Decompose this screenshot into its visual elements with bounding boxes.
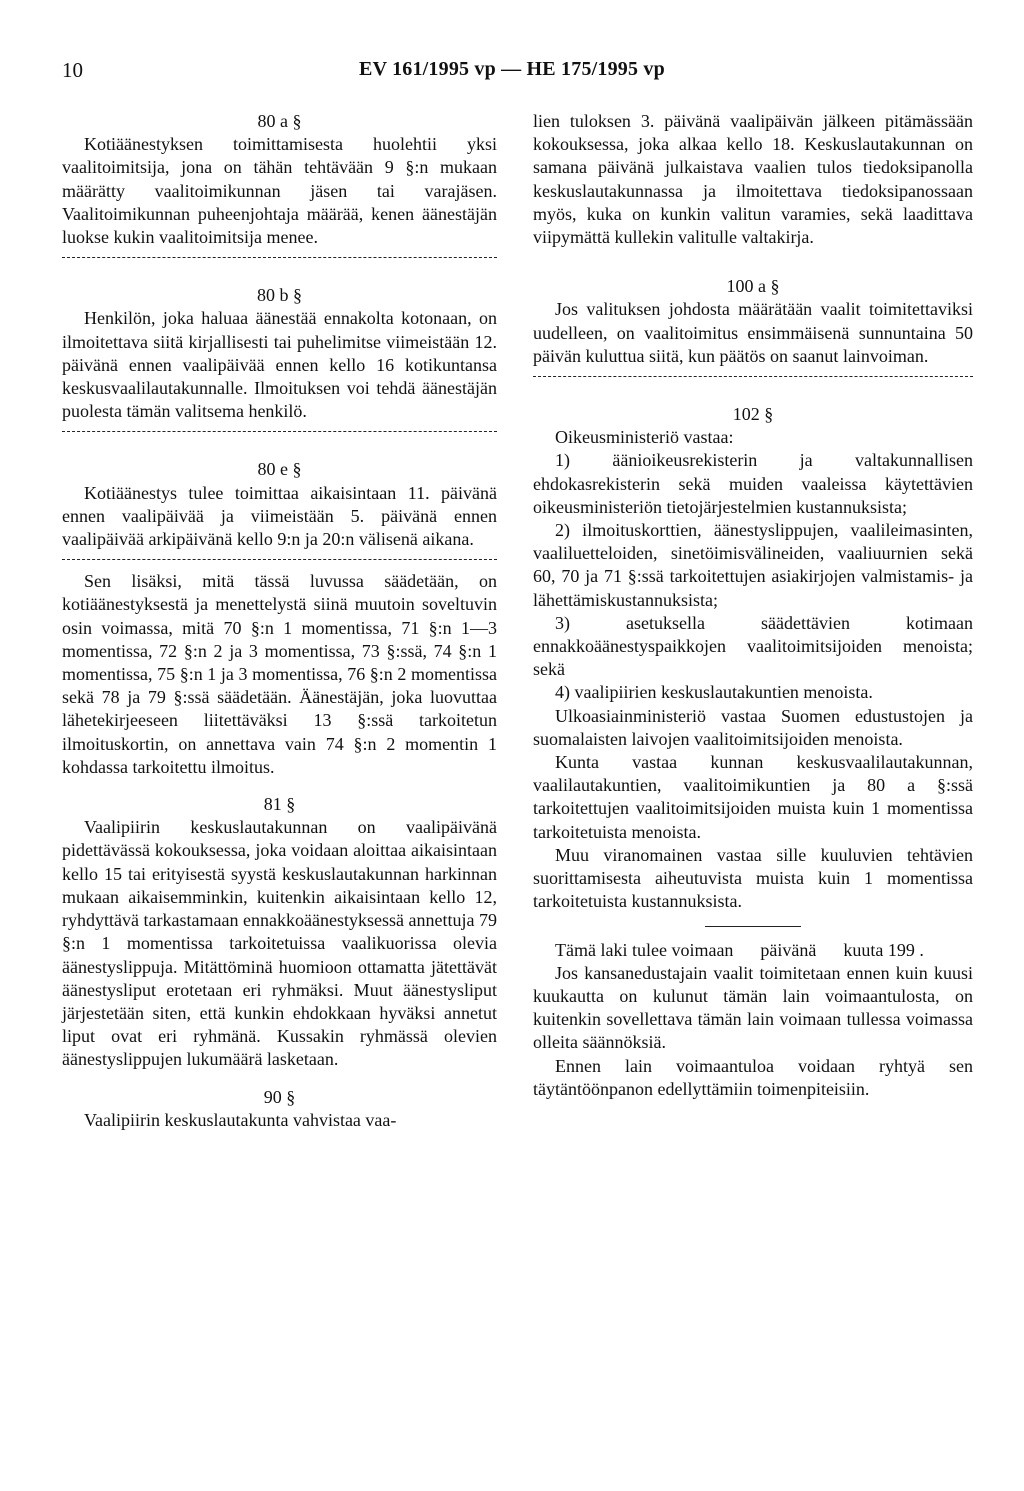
section-text-80a: Kotiäänestyksen toimittamisesta huolehtii yksi vaalitoimitsija, jona on tähän tehtävään 9 §:n mukaan määrätty vaalitoimikunnan jäsen tai varajäsen. Vaalitoimikunnan puheenjohtaja määrää, kenen äänestäjän luokse kukin vaalitoimitsija menee.	[62, 134, 497, 248]
omission-dashes	[62, 559, 497, 560]
entry-into-force-text: Tämä laki tulee voimaan päivänä kuuta 199 .	[555, 939, 924, 960]
section-heading-80a: 80 a §	[257, 111, 302, 131]
section-heading-80b: 80 b §	[257, 285, 302, 306]
left-column	[62, 110, 497, 1132]
section-text-90-cont: lien tuloksen 3. päivänä vaalipäivän jälkeen pitämässään kokouksessa, joka alkaa kello 18. Keskuslautakunnan on samana päivänä julkaistava vaalien tulos tiedoksipanolla keskuslautakunnassa ja ilmoitettava tiedoksipanossaan myös, kuka on kunkin valitun varamies, sekä laadittava viipymättä kullekin valitulle valtakirja.	[533, 111, 973, 248]
section-102-paragraph-3: Kunta vastaa kunnan keskusvaalilautakunnan, vaalilautakuntien, vaalitoimikuntien ja 80 a §:ssä tarkoitettujen vaalitoimitsijoiden muista kuin 1 momentissa tarkoitetuista menoista.	[533, 752, 973, 842]
section-text-90: Vaalipiirin keskuslautakunta vahvistaa vaa-	[84, 1109, 397, 1130]
section-text-80e: Kotiäänestys tulee toimittaa aikaisintaan 11. päivänä ennen vaalipäivää ja viimeistään 5. päivänä ennen vaalipäivää arkipäivänä kello 9:n ja 20:n välisenä aikana.	[62, 482, 497, 550]
implementation-text: Ennen lain voimaantuloa voidaan ryhtyä sen täytäntöönpanon edellyttämiin toimenpiteisiin.	[533, 1055, 973, 1099]
list-item: 4) vaalipiirien keskuslautakuntien menoista.	[555, 682, 873, 703]
section-102-intro: Oikeusministeriö vastaa:	[555, 427, 734, 448]
section-text-80b: Henkilön, joka haluaa äänestää ennakolta kotonaan, on ilmoitettava siitä kirjallisesti tai puhelimitse viimeistään 12. päivänä ennen vaalipäivää ennen kello 16 kotikuntansa keskusvaalilautakunnalle. Ilmoituksen voi tehdä äänestäjän puolesta tämän valitsema henkilö.	[62, 308, 497, 422]
list-item: 2) ilmoituskorttien, äänestyslippujen, vaalileimasinten, vaaliluetteloiden, sinetöimisvälineiden, vaaliuurnien sekä 60, 70 ja 71 §:ssä tarkoitettujen asiakirjojen valmistamis- ja lähettämiskustannuksista;	[533, 520, 973, 610]
section-102-paragraph-4: Muu viranomainen vastaa sille kuuluvien tehtävien suorittamisesta aiheutuvista muista kuin 1 momentissa tarkoitetuista kustannuksista.	[533, 844, 973, 912]
transitional-provision-text: Jos kansanedustajain vaalit toimitetaan ennen kuin kuusi kuukautta on kulunut tämän lain voimaantulosta, on kuitenkin sovellettava tämän lain voimaan tullessa voimassa olleita säännöksiä.	[533, 962, 973, 1053]
list-item: 1) äänioikeusrekisterin ja valtakunnallisen ehdokasrekisterin sekä muiden vaaleissa käytettävien oikeusministeriön tietojärjestelmien kustannuksista;	[533, 450, 973, 517]
section-heading-81: 81 §	[263, 794, 296, 815]
omission-dashes	[62, 257, 497, 258]
divider-rule	[705, 926, 801, 927]
right-column	[533, 110, 973, 1101]
section-heading-80e: 80 e §	[257, 459, 302, 480]
section-heading-90: 90 §	[263, 1086, 296, 1107]
running-title: EV 161/1995 vp — HE 175/1995 vp	[359, 58, 665, 80]
section-text-100a: Jos valituksen johdosta määrätään vaalit toimitettaviksi uudelleen, on vaalitoimitus ensimmäisenä sunnuntaina 50 päivän kuluttua siitä, kun päätös on saanut lainvoiman.	[533, 299, 973, 366]
section-heading-102: 102 §	[732, 404, 774, 425]
section-text-81: Vaalipiirin keskuslautakunnan on vaalipäivänä pidettävässä kokouksessa, joka voidaan aloittaa aikaisintaan kello 15 tai erityisestä syystä keskuslautakunnan harkinnan mukaan aikaisemminkin, kuitenkin aikaisintaan kello 12, ryhdyttävä tarkastamaan ennakkoäänestyksessä annettuja 79 §:n 1 momentissa tarkoitetuissa vaalikuorissa olevia äänestyslippuja. Mitättöminä huomioon ottamatta jätettävät äänestysliput erotetaan eri ryhmäksi. Muut äänestysliput järjestetään siten, että kunkin ehdokkaan hyväksi annetut liput ovat eri ryhmänä. Kussakin ryhmässä olevien äänestyslippujen lukumäärä lasketaan.	[62, 817, 497, 1070]
page-number: 10	[62, 58, 83, 82]
omission-dashes	[62, 431, 497, 432]
section-text-80e-2: Sen lisäksi, mitä tässä luvussa säädetään, on kotiäänestyksestä ja menettelystä siinä muutoin soveltuvin osin voimassa, mitä 70 §:n 1 momentissa, 71 §:n 1—3 momentissa, 72 §:n 2 ja 3 momentissa, 73 §:ssä, 74 §:n 1 momentissa, 75 §:n 1 ja 3 momentissa, 76 §:n 2 momentissa sekä 78 ja 79 §:ssä säädetään. Äänestäjän, joka luovuttaa lähetekirjeeseen liitettäväksi 13 §:ssä tarkoitetun ilmoituskortin, on annettava vain 74 §:n 2 momentin 1 kohdassa tarkoitettu ilmoitus.	[62, 571, 497, 777]
section-heading-100a: 100 a §	[726, 276, 780, 297]
list-item: 3) asetuksella säädettävien kotimaan ennakkoäänestyspaikkojen vaalitoimitsijoiden menoista; sekä	[533, 612, 973, 680]
page-header	[0, 58, 1024, 88]
section-102-paragraph-2: Ulkoasiainministeriö vastaa Suomen edustustojen ja suomalaisten laivojen vaalitoimitsijoiden menoista.	[533, 705, 973, 749]
omission-dashes	[533, 376, 973, 377]
